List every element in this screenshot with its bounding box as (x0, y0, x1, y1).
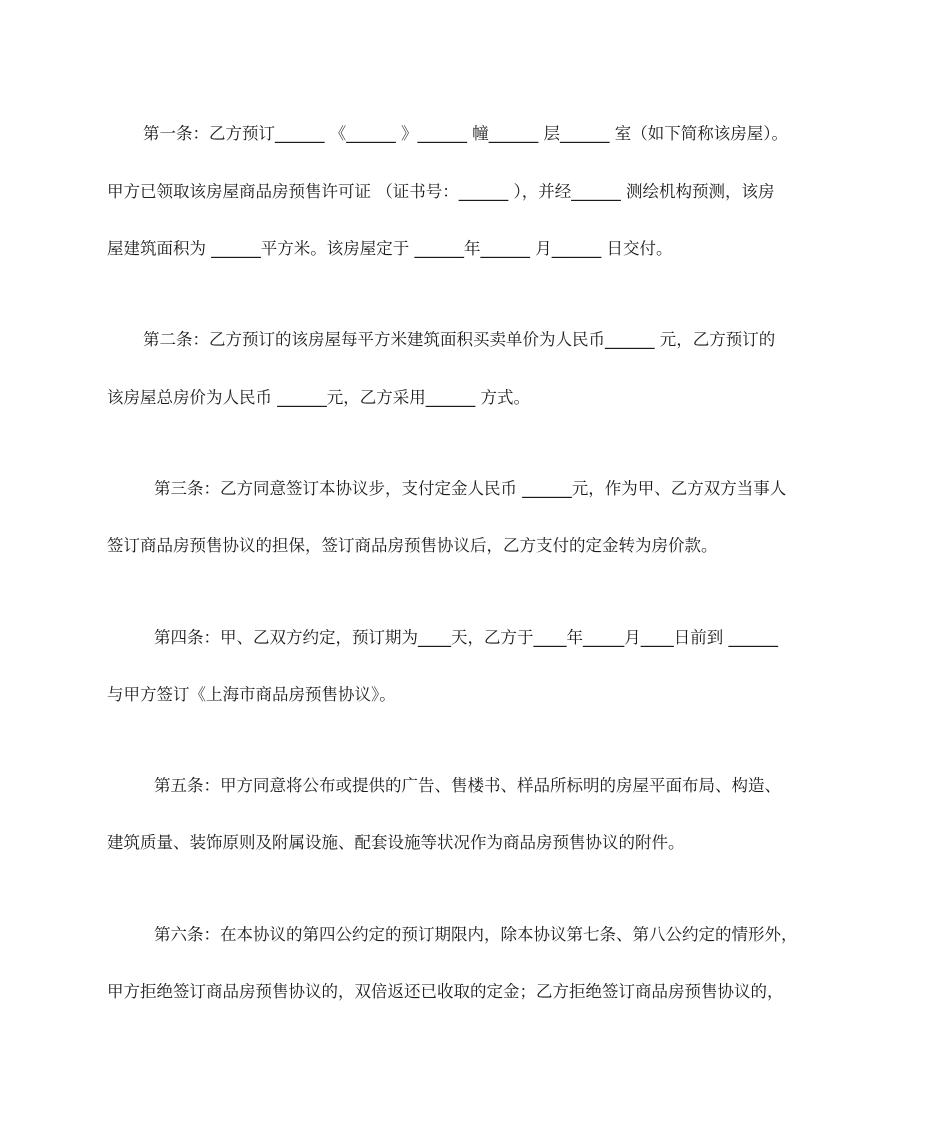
article-5-line-2: 建筑质量、装饰原则及附属设施、配套设施等状况作为商品房预售协议的附件。 (107, 833, 685, 852)
article-6-line-1: 第六条：在本协议的第四公约定的预订期限内，除本协议第七条、第八公约定的情形外， (154, 925, 798, 944)
article-6-line-2: 甲方拒绝签订商品房预售协议的，双倍返还已收取的定金；乙方拒绝签订商品房预售协议的， (107, 982, 784, 1001)
article-4-line-1: 第四条：甲、乙双方约定，预订期为____天，乙方于____年_____月____日前到 ______ (154, 628, 778, 647)
article-1-line-1: 第一条：乙方预订______ 《______ 》______ 幢______ 层______ 室（如下简称该房屋）。 (143, 124, 788, 143)
article-1-line-3: 屋建筑面积为 ______平方米。该房屋定于 ______年______ 月______ 日交付。 (107, 239, 673, 258)
article-2-line-1: 第二条：乙方预订的该房屋每平方米建筑面积买卖单价为人民币______ 元，乙方预订的 (143, 330, 776, 349)
article-4-line-2: 与甲方签订《上海市商品房预售协议》。 (107, 685, 396, 704)
article-3-line-1: 第三条：乙方同意签订本协议步，支付定金人民币 ______元，作为甲、乙方双方当事人 (154, 479, 787, 498)
article-3-line-2: 签订商品房预售协议的担保，签订商品房预售协议后，乙方支付的定金转为房价款。 (107, 536, 718, 555)
article-2-line-2: 该房屋总房价为人民币 ______元，乙方采用______ 方式。 (107, 388, 530, 407)
article-1-line-2: 甲方已领取该房屋商品房预售许可证 （证书号：______ ），并经______ 测绘机构预测，该房 (107, 182, 775, 201)
article-5-line-1: 第五条：甲方同意将公布或提供的广告、售楼书、样品所标明的房屋平面布局、构造、 (154, 776, 781, 795)
